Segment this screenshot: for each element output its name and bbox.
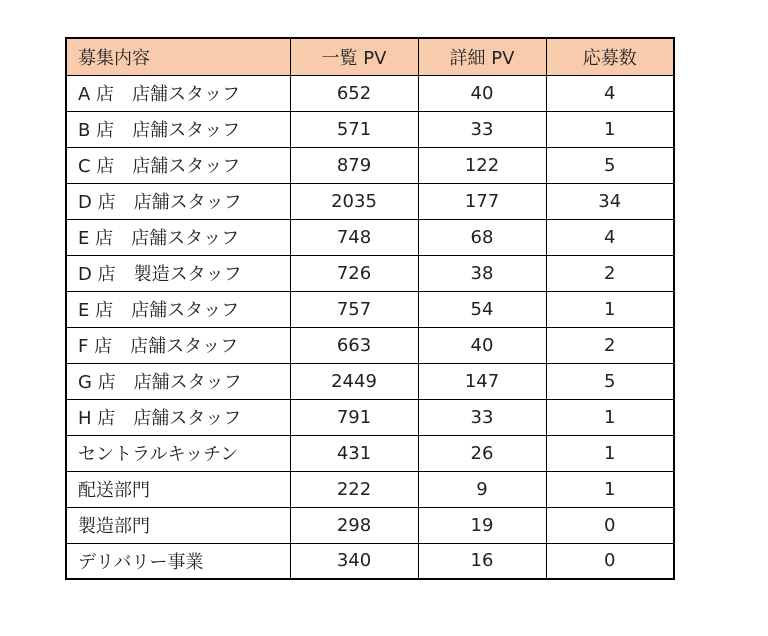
cell-applications: 2 (546, 255, 674, 291)
table-row (66, 363, 674, 399)
header-detail-pv: 詳細 PV (418, 38, 546, 75)
table-row (66, 75, 674, 111)
cell-recruitment-content: H 店 店舗スタッフ (66, 399, 290, 435)
cell-applications: 1 (546, 291, 674, 327)
cell-recruitment-content: F 店 店舗スタッフ (66, 327, 290, 363)
table-row (66, 543, 674, 579)
cell-list-pv: 340 (290, 543, 418, 579)
cell-list-pv: 571 (290, 111, 418, 147)
table-row (66, 183, 674, 219)
cell-recruitment-content: セントラルキッチン (66, 435, 290, 471)
cell-detail-pv: 33 (418, 399, 546, 435)
cell-applications: 1 (546, 435, 674, 471)
table-body (66, 75, 674, 579)
cell-recruitment-content: G 店 店舗スタッフ (66, 363, 290, 399)
cell-applications: 5 (546, 147, 674, 183)
cell-recruitment-content: 配送部門 (66, 471, 290, 507)
cell-detail-pv: 33 (418, 111, 546, 147)
table-row (66, 507, 674, 543)
cell-list-pv: 2449 (290, 363, 418, 399)
cell-detail-pv: 40 (418, 327, 546, 363)
cell-detail-pv: 40 (418, 75, 546, 111)
cell-list-pv: 298 (290, 507, 418, 543)
table-row (66, 471, 674, 507)
table-row (66, 111, 674, 147)
recruitment-stats-table (65, 37, 675, 580)
table-row (66, 435, 674, 471)
cell-list-pv: 757 (290, 291, 418, 327)
table-row (66, 291, 674, 327)
cell-list-pv: 726 (290, 255, 418, 291)
cell-recruitment-content: A 店 店舗スタッフ (66, 75, 290, 111)
cell-list-pv: 2035 (290, 183, 418, 219)
cell-recruitment-content: E 店 店舗スタッフ (66, 291, 290, 327)
cell-detail-pv: 54 (418, 291, 546, 327)
cell-detail-pv: 9 (418, 471, 546, 507)
table-header-row (66, 38, 674, 75)
cell-list-pv: 652 (290, 75, 418, 111)
table-row (66, 327, 674, 363)
cell-recruitment-content: E 店 店舗スタッフ (66, 219, 290, 255)
cell-list-pv: 879 (290, 147, 418, 183)
cell-recruitment-content: B 店 店舗スタッフ (66, 111, 290, 147)
header-applications: 応募数 (546, 38, 674, 75)
cell-list-pv: 431 (290, 435, 418, 471)
cell-list-pv: 748 (290, 219, 418, 255)
cell-recruitment-content: C 店 店舗スタッフ (66, 147, 290, 183)
table-row (66, 255, 674, 291)
cell-detail-pv: 147 (418, 363, 546, 399)
cell-applications: 1 (546, 111, 674, 147)
cell-detail-pv: 122 (418, 147, 546, 183)
cell-recruitment-content: D 店 製造スタッフ (66, 255, 290, 291)
cell-list-pv: 222 (290, 471, 418, 507)
cell-recruitment-content: デリバリー事業 (66, 543, 290, 579)
cell-applications: 2 (546, 327, 674, 363)
cell-detail-pv: 26 (418, 435, 546, 471)
cell-detail-pv: 68 (418, 219, 546, 255)
cell-applications: 5 (546, 363, 674, 399)
cell-detail-pv: 38 (418, 255, 546, 291)
cell-recruitment-content: 製造部門 (66, 507, 290, 543)
cell-applications: 34 (546, 183, 674, 219)
cell-detail-pv: 16 (418, 543, 546, 579)
cell-applications: 1 (546, 399, 674, 435)
cell-applications: 0 (546, 543, 674, 579)
cell-recruitment-content: D 店 店舗スタッフ (66, 183, 290, 219)
cell-detail-pv: 19 (418, 507, 546, 543)
header-recruitment-content: 募集内容 (66, 38, 290, 75)
recruitment-table-container (65, 37, 675, 580)
cell-list-pv: 663 (290, 327, 418, 363)
cell-list-pv: 791 (290, 399, 418, 435)
table-row (66, 219, 674, 255)
cell-applications: 1 (546, 471, 674, 507)
table-row (66, 399, 674, 435)
cell-detail-pv: 177 (418, 183, 546, 219)
cell-applications: 4 (546, 219, 674, 255)
header-list-pv: 一覧 PV (290, 38, 418, 75)
cell-applications: 4 (546, 75, 674, 111)
cell-applications: 0 (546, 507, 674, 543)
table-row (66, 147, 674, 183)
